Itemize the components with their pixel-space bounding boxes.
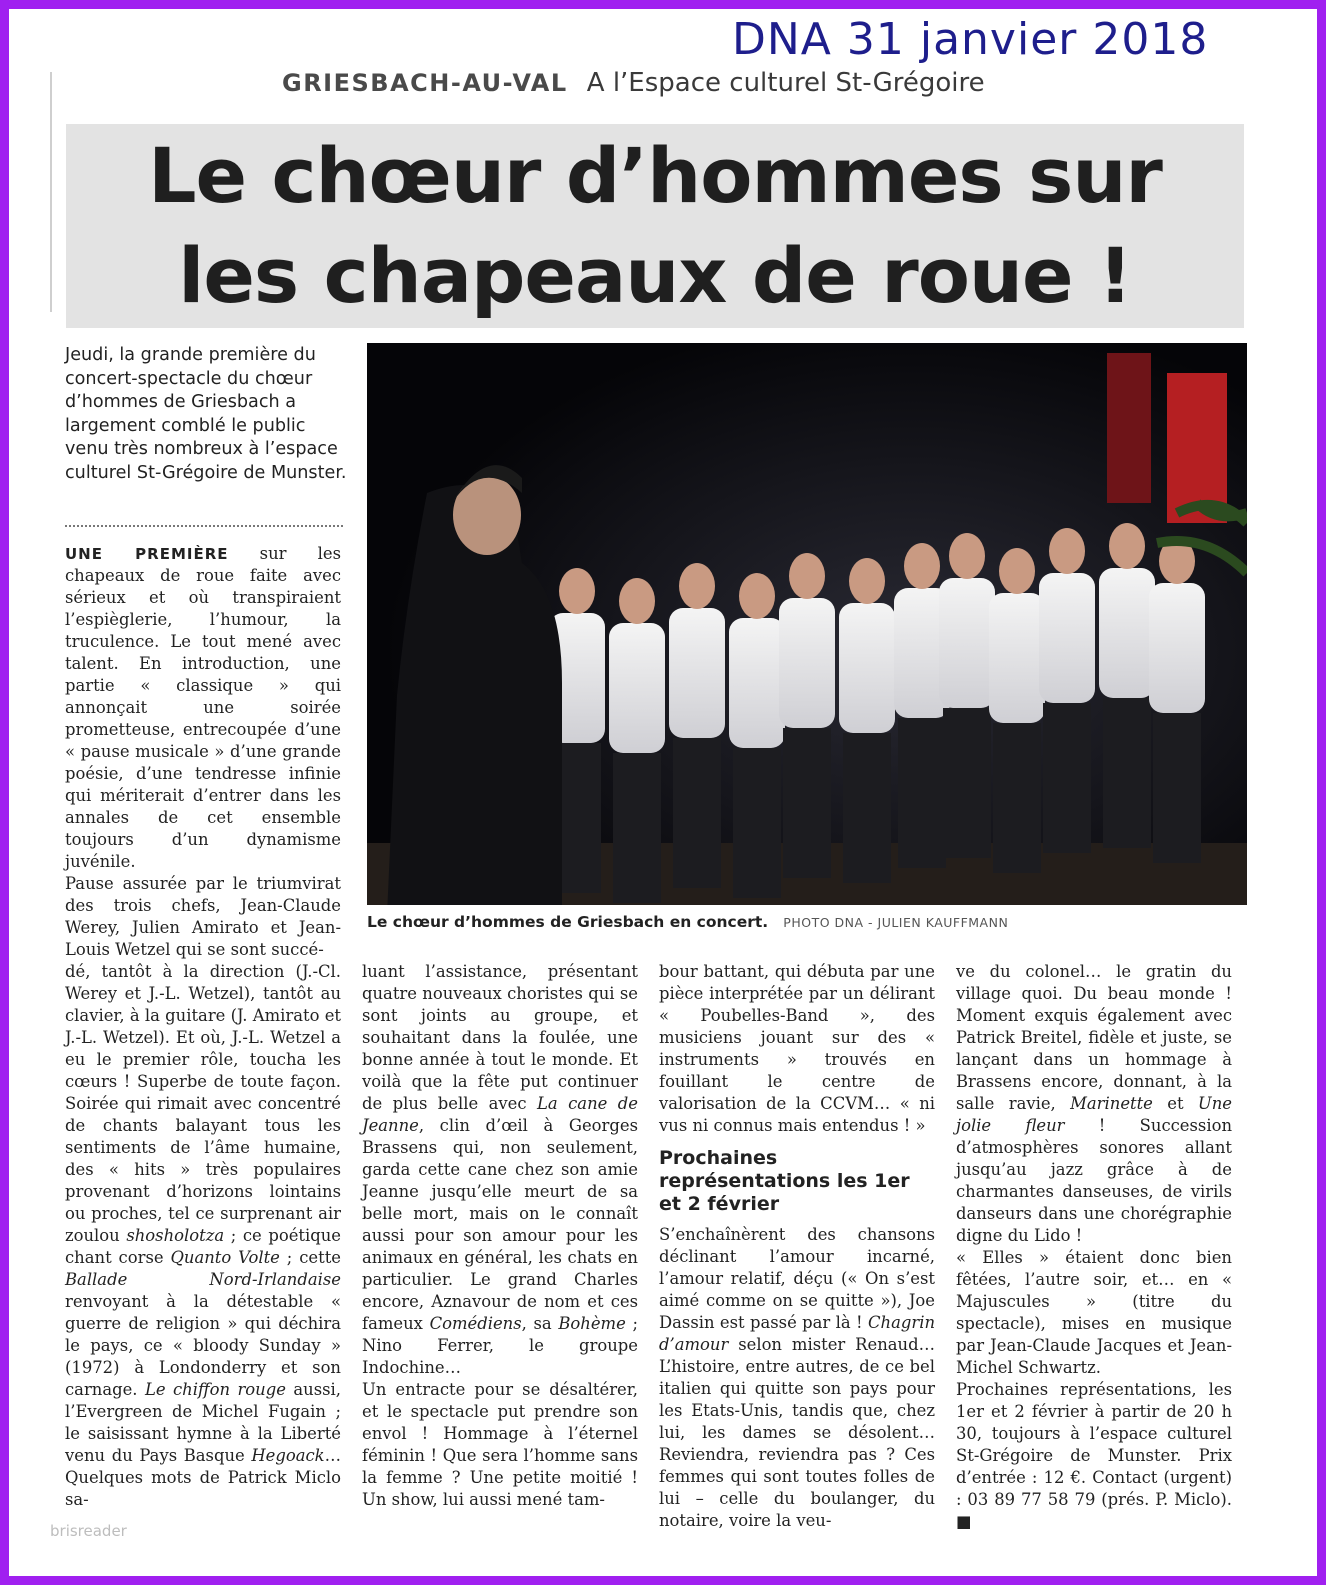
article-paragraph: [65, 543, 341, 873]
article-column-4: [659, 961, 935, 1532]
singer-head: [949, 533, 985, 579]
singer-head: [559, 568, 595, 614]
singer-trousers: [943, 708, 991, 858]
headline-line-1: Le chœur d’hommes sur: [148, 131, 1162, 220]
article-paragraph: [956, 961, 1232, 1247]
caption-text: Le chœur d’hommes de Griesbach en concert.: [367, 913, 769, 931]
song-title: Chagrin d’amour: [659, 1313, 935, 1354]
singer-shirt: [609, 623, 665, 753]
article-column-3: [362, 961, 638, 1511]
singer-trousers: [733, 748, 781, 898]
article-paragraph: [65, 961, 341, 1511]
lead-in: UNE PREMIÈRE: [65, 545, 229, 563]
body-text: ! Succession d’atmosphères sonores allant jusqu’au jazz grâce à de charmantes danseuses, de virils danseurs dans une chorégraphie digne du Lido !: [956, 1116, 1232, 1245]
body-text: selon mister Renaud… L’histoire, entre autres, de ce bel italien qui quitte son pays pour les Etats-Unis, tandis que, chez lui, les dames se désolent… Reviendra, reviendra pas ? Ces femmes qui sont toutes folles de lui – celle du boulanger, du notaire, voire la veu-: [659, 1335, 935, 1530]
singer-head: [789, 553, 825, 599]
singer-shirt: [1099, 568, 1155, 698]
watermark: brisreader: [50, 1522, 127, 1540]
article-paragraph: [362, 961, 638, 1379]
source-label: DNA 31 janvier 2018: [732, 14, 1209, 65]
concert-photo: [367, 343, 1247, 905]
photo-credit: PHOTO DNA - JULIEN KAUFFMANN: [783, 915, 1009, 930]
song-title: shosholotza: [126, 1226, 225, 1245]
body-text: sur les chapeaux de roue faite avec sérieux et où transpiraient l’espièglerie, l’humour, la truculence. Le tout mené avec talent. En introduction, une partie « classique » qui annonçait une soirée prometteuse, entrecoupée d’une « pause musicale » d’une grande poésie, d’une tendresse infinie qui mériterait d’entrer dans les annales de cet ensemble toujours d’un dynamisme juvénile.: [65, 544, 341, 871]
song-title: Bohème: [558, 1314, 626, 1333]
photo-caption: [367, 912, 1008, 931]
headline-box: [66, 124, 1244, 328]
singer-shirt: [729, 618, 785, 748]
article-paragraph: « Elles » étaient donc bien fêtées, l’autre soir, et… en « Majuscules » (titre du spectacle), mises en musique par Jean-Claude Jacques et Jean-Michel Schwartz.: [956, 1248, 1232, 1377]
singer-head: [739, 573, 775, 619]
singer-trousers: [1043, 703, 1091, 853]
singer-trousers: [898, 718, 946, 868]
singer-trousers: [843, 733, 891, 883]
article-paragraph: Un entracte pour se désaltérer, et le spectacle put prendre son envol ! Hommage à l’éternel féminin ! Que sera l’homme sans la femme ? Une petite moitié ! Un show, lui aussi mené tam-: [362, 1380, 638, 1509]
singer-head: [679, 563, 715, 609]
article-paragraph: [956, 1379, 1232, 1533]
kicker: [282, 68, 985, 98]
dotted-divider: [65, 525, 343, 527]
headline-line-2: les chapeaux de roue !: [178, 231, 1132, 320]
chapeau-intro: Jeudi, la grande première du concert-spectacle du chœur d’hommes de Griesbach a largement comblé le public venu très nombreux à l’espace culturel St-Grégoire de Munster.: [65, 345, 347, 483]
kicker-location: GRIESBACH-AU-VAL: [282, 69, 568, 97]
body-text: , clin d’œil à Georges Brassens qui, non seulement, garda cette cane chez son amie Jeanne jusqu’elle meurt de sa belle mort, mais on le connaît aussi pour son amour pour les animaux en général, les chats en particulier. Le grand Charles encore, Aznavour de nom et ces fameux: [362, 1116, 638, 1333]
song-title: Une jolie fleur: [956, 1094, 1232, 1135]
margin-rule: [50, 72, 52, 312]
singer-head: [849, 558, 885, 604]
body-text: , sa: [521, 1314, 559, 1333]
singer-head: [904, 543, 940, 589]
singer-shirt: [669, 608, 725, 738]
article-paragraph: [659, 1224, 935, 1532]
kicker-place: A l’Espace culturel St-Grégoire: [586, 68, 985, 98]
headline: [66, 124, 1244, 326]
singer-head: [619, 578, 655, 624]
body-text: renvoyant à la détestable « guerre de religion » qui déchira le pays, ce « bloody Sunday » (1972) à Londonderry et son carnage.: [65, 1292, 341, 1399]
song-title: Le chiffon rouge: [144, 1380, 286, 1399]
subheading: Prochaines représentations les 1er et 2 février: [659, 1147, 910, 1215]
body-text: ve du colonel… le gratin du village quoi. Du beau monde ! Moment exquis également avec Patrick Breitel, fidèle et juste, se lançant dans un hommage à Brassens encore, donnant, à la salle ravie,: [956, 962, 1232, 1113]
singer-shirt: [779, 598, 835, 728]
article-column-2: [65, 961, 341, 1511]
body-text: ; Nino Ferrer, le groupe Indochine…: [362, 1314, 638, 1377]
song-title: Quanto Volte: [170, 1248, 280, 1267]
singer-trousers: [1153, 713, 1201, 863]
article-paragraph: bour battant, qui débuta par une pièce interprétée par un délirant « Poubelles-Band », des musiciens jouant sur des « instruments » trouvés en fouillant le centre de valorisation de la CCVM… « ni vus ni connus mais entendus ! »: [659, 962, 935, 1135]
article-column-1: [65, 543, 341, 961]
singer-shirt: [1039, 573, 1095, 703]
song-title: La cane de Jeanne: [362, 1094, 638, 1135]
singer-trousers: [993, 723, 1041, 873]
singer-shirt: [839, 603, 895, 733]
singer-shirt: [939, 578, 995, 708]
article-column-5: [956, 961, 1232, 1533]
body-text: Prochaines représentations, les 1er et 2 février à partir de 20 h 30, toujours à l’espace culturel St-Grégoire de Munster. Prix d’entrée : 12 €. Contact (urgent) : 03 89 77 58 79 (prés. P. Miclo).: [956, 1380, 1232, 1509]
singer-head: [999, 548, 1035, 594]
choir-on-stage-image: [367, 343, 1247, 905]
singer-shirt: [989, 593, 1045, 723]
song-title: Hegoack: [251, 1446, 325, 1465]
song-title: Ballade Nord-Irlandaise: [65, 1270, 341, 1289]
end-mark: ■: [956, 1512, 972, 1531]
singer-shirt: [1149, 583, 1205, 713]
song-title: Comédiens: [429, 1314, 522, 1333]
body-text: aussi, l’Evergreen de Michel Fugain ; le saisissant hymne à la Liberté venu du Pays Basque: [65, 1380, 341, 1465]
body-text: S’enchaînèrent des chansons déclinant l’amour incarné, l’amour relatif, déçu (« On s’est aimé comme on se quitte »), Joe Dassin est passé par là !: [659, 1225, 935, 1332]
body-text: luant l’assistance, présentant quatre nouveaux choristes qui se sont joints au groupe, et souhaitant dans la foulée, une bonne année à tout le monde. Et voilà que la fête put continuer de plus belle avec: [362, 962, 638, 1113]
body-text: … Quelques mots de Patrick Miclo sa-: [65, 1446, 341, 1509]
article-paragraph: Pause assurée par le triumvirat des trois chefs, Jean-Claude Werey, Julien Amirato et Jean-Louis Wetzel qui se sont succé-: [65, 874, 341, 959]
body-text: ; cette: [279, 1248, 341, 1267]
body-text: dé, tantôt à la direction (J.-Cl. Werey et J.-L. Wetzel), tantôt au clavier, à la guitare (J. Amirato et J.-L. Wetzel). Et où, J.-L. Wetzel a eu le premier rôle, toucha les cœurs ! Superbe de toute façon. Soirée qui rimait avec concentré de chants balayant tous les sentiments de l’âme humaine, des « hits » très populaires provenant d’horizons lointains ou proches, tel ce surprenant air zoulou: [65, 962, 341, 1245]
singer-head: [1049, 528, 1085, 574]
singer-head: [1109, 523, 1145, 569]
body-text: et: [1152, 1094, 1198, 1113]
singer-trousers: [1103, 698, 1151, 848]
song-title: Marinette: [1070, 1094, 1153, 1113]
singer-trousers: [783, 728, 831, 878]
body-text: ; ce poétique chant corse: [65, 1226, 342, 1267]
singer-trousers: [613, 753, 661, 903]
singer-trousers: [673, 738, 721, 888]
